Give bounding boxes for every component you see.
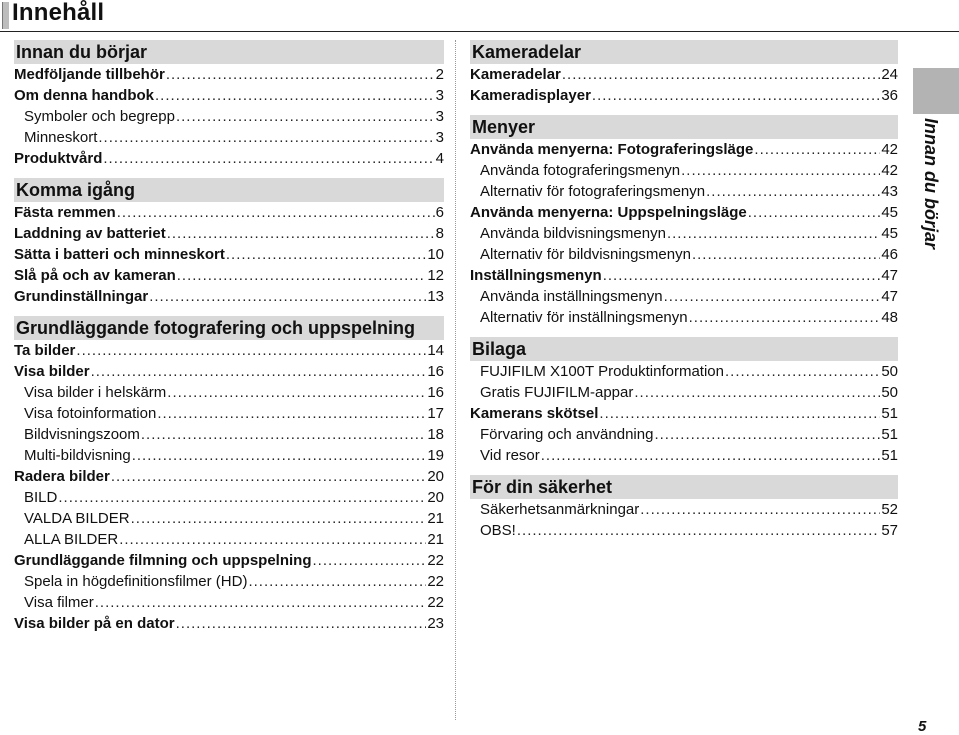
toc-section-heading: Innan du börjar <box>14 40 444 64</box>
toc-entry-page: 36 <box>881 87 898 104</box>
toc-section-heading: För din säkerhet <box>470 475 898 499</box>
toc-entry-page: 46 <box>881 246 898 263</box>
toc-dot-leader <box>167 382 426 403</box>
toc-entry-label: Slå på och av kameran <box>14 267 176 284</box>
toc-dot-leader <box>155 85 435 106</box>
toc-dot-leader <box>166 64 435 85</box>
toc-entry-page: 14 <box>427 342 444 359</box>
toc-entry-label: Visa bilder på en dator <box>14 615 175 632</box>
toc-entry[interactable] <box>14 223 444 244</box>
toc-dot-leader <box>176 106 435 127</box>
toc-entry[interactable] <box>470 244 898 265</box>
toc-entry[interactable] <box>14 127 444 148</box>
toc-dot-leader <box>599 403 880 424</box>
toc-entry-page: 21 <box>427 510 444 527</box>
toc-entry[interactable] <box>14 550 444 571</box>
toc-entry-label: Visa bilder i helskärm <box>24 384 167 401</box>
toc-entry[interactable] <box>14 106 444 127</box>
toc-dot-leader <box>167 223 435 244</box>
toc-entry-label: Kamerans skötsel <box>470 405 599 422</box>
section-gap <box>470 466 898 475</box>
toc-dot-leader <box>725 361 880 382</box>
toc-entry-page: 48 <box>881 309 898 326</box>
toc-entry-page: 19 <box>427 447 444 464</box>
toc-entry[interactable] <box>470 223 898 244</box>
toc-entry-page: 57 <box>881 522 898 539</box>
toc-dot-leader <box>176 613 427 634</box>
chapter-tab-marker <box>913 68 959 114</box>
toc-right-column <box>470 40 898 541</box>
toc-entry[interactable] <box>470 382 898 403</box>
toc-entry[interactable] <box>470 64 898 85</box>
toc-entry-page: 22 <box>427 573 444 590</box>
toc-entry[interactable] <box>470 139 898 160</box>
toc-entry-page: 16 <box>427 363 444 380</box>
toc-entry[interactable] <box>470 520 898 541</box>
toc-entry-label: BILD <box>24 489 58 506</box>
toc-entry-label: Alternativ för inställningsmenyn <box>480 309 688 326</box>
page-number: 5 <box>918 718 927 735</box>
toc-dot-leader <box>654 424 880 445</box>
toc-entry-label: Medföljande tillbehör <box>14 66 165 83</box>
toc-entry-page: 10 <box>427 246 444 263</box>
toc-entry-label: Alternativ för fotograferingsmenyn <box>480 183 706 200</box>
toc-entry[interactable] <box>470 286 898 307</box>
toc-entry-label: Ta bilder <box>14 342 76 359</box>
toc-section-heading: Bilaga <box>470 337 898 361</box>
toc-entry-page: 4 <box>435 150 444 167</box>
toc-entry-label: Inställningsmenyn <box>470 267 602 284</box>
section-gap <box>14 169 444 178</box>
toc-entry-label: OBS! <box>480 522 516 539</box>
toc-entry-page: 17 <box>427 405 444 422</box>
column-divider <box>455 40 456 720</box>
toc-entry-page: 20 <box>427 468 444 485</box>
toc-entry-label: Kameradisplayer <box>470 87 591 104</box>
toc-entry-page: 51 <box>881 426 898 443</box>
toc-entry[interactable] <box>14 487 444 508</box>
toc-entry[interactable] <box>470 403 898 424</box>
toc-dot-leader <box>103 148 434 169</box>
toc-dot-leader <box>667 223 880 244</box>
toc-entry-page: 3 <box>435 108 444 125</box>
toc-dot-leader <box>603 265 881 286</box>
toc-entry[interactable] <box>470 181 898 202</box>
toc-entry[interactable] <box>14 382 444 403</box>
toc-entry-page: 52 <box>881 501 898 518</box>
toc-entry[interactable] <box>14 148 444 169</box>
toc-dot-leader <box>117 202 435 223</box>
toc-dot-leader <box>157 403 426 424</box>
toc-entry[interactable] <box>470 160 898 181</box>
toc-dot-leader <box>111 466 426 487</box>
toc-entry[interactable] <box>14 508 444 529</box>
toc-entry-page: 42 <box>881 162 898 179</box>
toc-entry-page: 21 <box>427 531 444 548</box>
toc-entry[interactable] <box>14 424 444 445</box>
toc-entry-page: 3 <box>435 87 444 104</box>
toc-dot-leader <box>754 139 880 160</box>
toc-entry[interactable] <box>470 202 898 223</box>
toc-dot-leader <box>131 508 427 529</box>
toc-dot-leader <box>664 286 881 307</box>
toc-entry-label: Fästa remmen <box>14 204 116 221</box>
toc-dot-leader <box>132 445 427 466</box>
toc-dot-leader <box>689 307 881 328</box>
toc-entry-page: 24 <box>881 66 898 83</box>
toc-section-heading: Kameradelar <box>470 40 898 64</box>
toc-entry[interactable] <box>14 445 444 466</box>
toc-entry-label: Grundinställningar <box>14 288 149 305</box>
toc-entry[interactable] <box>470 445 898 466</box>
toc-entry-page: 51 <box>881 447 898 464</box>
toc-entry-label: Gratis FUJIFILM-appar <box>480 384 634 401</box>
toc-entry-page: 22 <box>427 594 444 611</box>
chapter-side-label <box>893 118 953 278</box>
toc-entry-label: Spela in högdefinitionsfilmer (HD) <box>24 573 248 590</box>
toc-entry-page: 13 <box>427 288 444 305</box>
toc-entry[interactable] <box>14 64 444 85</box>
toc-entry-label: Kameradelar <box>470 66 561 83</box>
toc-entry[interactable] <box>14 613 444 634</box>
section-gap <box>470 328 898 337</box>
toc-entry[interactable] <box>14 286 444 307</box>
toc-dot-leader <box>226 244 426 265</box>
toc-entry[interactable] <box>14 361 444 382</box>
toc-entry-label: ALLA BILDER <box>24 531 119 548</box>
toc-entry-page: 20 <box>427 489 444 506</box>
toc-dot-leader <box>562 64 880 85</box>
toc-dot-leader <box>58 487 426 508</box>
toc-entry-page: 47 <box>881 267 898 284</box>
toc-entry-label: Vid resor <box>480 447 540 464</box>
toc-dot-leader <box>640 499 880 520</box>
toc-dot-leader <box>91 361 427 382</box>
toc-entry-page: 18 <box>427 426 444 443</box>
toc-entry-page: 3 <box>435 129 444 146</box>
toc-entry-page: 50 <box>881 384 898 401</box>
toc-entry[interactable] <box>470 499 898 520</box>
toc-entry-label: Visa bilder <box>14 363 90 380</box>
toc-entry-page: 43 <box>881 183 898 200</box>
toc-entry-label: Multi-bildvisning <box>24 447 131 464</box>
section-gap <box>14 307 444 316</box>
toc-entry-label: Sätta i batteri och minneskort <box>14 246 225 263</box>
toc-entry[interactable] <box>14 244 444 265</box>
toc-entry[interactable] <box>470 361 898 382</box>
toc-entry[interactable] <box>14 340 444 361</box>
toc-entry-page: 50 <box>881 363 898 380</box>
toc-left-column <box>14 40 444 634</box>
toc-entry-page: 22 <box>427 552 444 569</box>
toc-entry-label: VALDA BILDER <box>24 510 130 527</box>
toc-section-heading: Menyer <box>470 115 898 139</box>
toc-entry-page: 45 <box>881 204 898 221</box>
toc-entry[interactable] <box>14 265 444 286</box>
toc-entry-label: Laddning av batteriet <box>14 225 166 242</box>
toc-dot-leader <box>177 265 427 286</box>
toc-entry-label: Använda bildvisningsmenyn <box>480 225 666 242</box>
toc-entry-page: 23 <box>427 615 444 632</box>
toc-dot-leader <box>592 85 880 106</box>
toc-entry-label: Radera bilder <box>14 468 110 485</box>
toc-dot-leader <box>313 550 427 571</box>
toc-entry-page: 42 <box>881 141 898 158</box>
toc-entry-label: Symboler och begrepp <box>24 108 175 125</box>
toc-entry-label: Alternativ för bildvisningsmenyn <box>480 246 691 263</box>
toc-section-heading: Grundläggande fotografering och uppspelning <box>14 316 444 340</box>
toc-dot-leader <box>692 244 880 265</box>
toc-entry-label: Använda menyerna: Uppspelningsläge <box>470 204 747 221</box>
toc-entry-page: 12 <box>427 267 444 284</box>
toc-dot-leader <box>141 424 426 445</box>
toc-dot-leader <box>706 181 880 202</box>
toc-entry-label: Minneskort <box>24 129 98 146</box>
toc-entry-label: Grundläggande filmning och uppspelning <box>14 552 312 569</box>
toc-dot-leader <box>149 286 426 307</box>
toc-entry-label: Förvaring och användning <box>480 426 654 443</box>
toc-entry-page: 8 <box>435 225 444 242</box>
toc-entry-label: Produktvård <box>14 150 103 167</box>
toc-dot-leader <box>634 382 880 403</box>
toc-dot-leader <box>517 520 880 541</box>
toc-entry-label: Bildvisningszoom <box>24 426 140 443</box>
toc-entry[interactable] <box>470 424 898 445</box>
toc-entry[interactable] <box>14 202 444 223</box>
toc-dot-leader <box>541 445 881 466</box>
section-gap <box>470 106 898 115</box>
toc-entry[interactable] <box>470 307 898 328</box>
toc-entry-label: Om denna handbok <box>14 87 155 104</box>
toc-entry-label: Visa fotoinformation <box>24 405 157 422</box>
chapter-side-label-text: Innan du börjar <box>921 118 941 250</box>
toc-entry[interactable] <box>470 85 898 106</box>
page-title: Innehåll <box>12 0 105 26</box>
toc-entry[interactable] <box>14 403 444 424</box>
toc-dot-leader <box>748 202 881 223</box>
toc-entry-label: Visa filmer <box>24 594 94 611</box>
toc-dot-leader <box>98 127 434 148</box>
toc-entry-page: 2 <box>435 66 444 83</box>
toc-dot-leader <box>95 592 427 613</box>
toc-entry-page: 51 <box>881 405 898 422</box>
toc-entry[interactable] <box>14 571 444 592</box>
title-accent-bar <box>2 2 9 29</box>
toc-entry-page: 6 <box>435 204 444 221</box>
toc-dot-leader <box>119 529 426 550</box>
toc-entry[interactable] <box>14 85 444 106</box>
toc-entry-label: FUJIFILM X100T Produktinformation <box>480 363 724 380</box>
page-header <box>0 0 959 32</box>
toc-entry-label: Använda menyerna: Fotograferingsläge <box>470 141 754 158</box>
toc-entry[interactable] <box>14 466 444 487</box>
toc-entry[interactable] <box>14 529 444 550</box>
toc-entry-label: Använda inställningsmenyn <box>480 288 663 305</box>
toc-entry[interactable] <box>14 592 444 613</box>
toc-entry-label: Säkerhetsanmärkningar <box>480 501 640 518</box>
toc-entry-page: 16 <box>427 384 444 401</box>
toc-entry[interactable] <box>470 265 898 286</box>
toc-section-heading: Komma igång <box>14 178 444 202</box>
toc-entry-page: 47 <box>881 288 898 305</box>
toc-entry-page: 45 <box>881 225 898 242</box>
toc-dot-leader <box>76 340 426 361</box>
toc-dot-leader <box>681 160 880 181</box>
toc-entry-label: Använda fotograferingsmenyn <box>480 162 681 179</box>
toc-dot-leader <box>248 571 426 592</box>
